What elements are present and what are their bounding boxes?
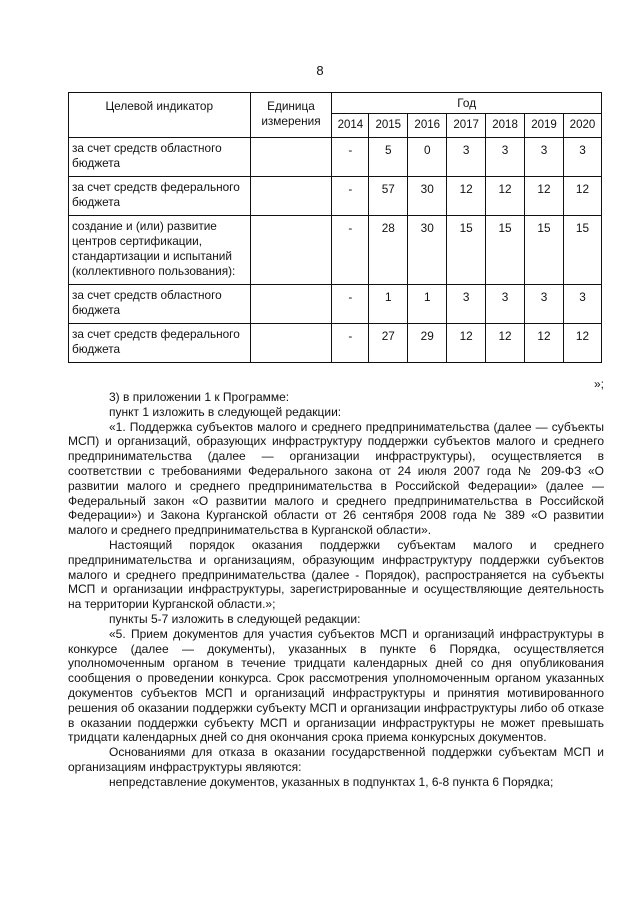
- table-row: [69, 138, 602, 177]
- cell-2014: -: [332, 138, 369, 177]
- header-unit: Единица измерения: [250, 93, 332, 138]
- cell-2020: 3: [563, 138, 601, 177]
- header-year: Год: [332, 93, 602, 114]
- header-year-2019: 2019: [525, 114, 564, 138]
- header-year-2020: 2020: [563, 114, 601, 138]
- row-unit: [250, 285, 332, 324]
- row-unit: [250, 138, 332, 177]
- row-unit: [250, 216, 332, 285]
- cell-2020: 12: [563, 177, 601, 216]
- cell-2017: 3: [447, 138, 486, 177]
- cell-2014: -: [332, 177, 369, 216]
- table-row: [69, 285, 602, 324]
- header-indicator: Целевой индикатор: [69, 93, 251, 138]
- table-closing-quote: »;: [594, 377, 605, 391]
- row-unit: [250, 324, 332, 363]
- table-row: [69, 177, 602, 216]
- cell-2020: 3: [563, 285, 601, 324]
- cell-2018: 12: [486, 177, 525, 216]
- paragraph: «1. Поддержка субъектов малого и среднего предпринимательства (далее — субъекты МСП) и организаций, образующих инфраструктуру поддержки субъектов малого и среднего предпринимательства (далее — организации инфраструктуры), осуществляется в соответствии с требованиями Федерального закона от 24 июля 2007 года № 209-ФЗ «О развитии малого и среднего предпринимательства в Российской Федерации» (далее — Федеральный закон «О развитии малого и среднего предпринимательства в Российской Федерации») и Закона Курганской области от 26 сентября 2008 года № 389 «О развитии малого и среднего предпринимательства в Курганской области».: [68, 419, 604, 538]
- cell-2019: 3: [525, 285, 564, 324]
- cell-2018: 3: [486, 285, 525, 324]
- paragraph: 3) в приложении 1 к Программе:: [109, 390, 290, 404]
- table-row: [69, 216, 602, 285]
- cell-2015: 27: [369, 324, 408, 363]
- cell-2014: -: [332, 216, 369, 285]
- cell-2018: 12: [486, 324, 525, 363]
- row-label: за счет средств областного бюджета: [69, 285, 251, 324]
- cell-2017: 3: [447, 285, 486, 324]
- paragraph: пункт 1 изложить в следующей редакции:: [109, 404, 342, 419]
- cell-2017: 12: [447, 177, 486, 216]
- row-label: за счет средств федерального бюджета: [69, 177, 251, 216]
- paragraph: Основаниями для отказа в оказании государственной поддержки субъектам МСП и организациям инфраструктуры являются:: [68, 745, 604, 774]
- cell-2018: 15: [486, 216, 525, 285]
- cell-2015: 1: [369, 285, 408, 324]
- cell-2017: 12: [447, 324, 486, 363]
- row-unit: [250, 177, 332, 216]
- table-row: [69, 324, 602, 363]
- page-number: 8: [316, 63, 324, 78]
- cell-2016: 29: [408, 324, 447, 363]
- cell-2019: 12: [525, 324, 564, 363]
- cell-2015: 5: [369, 138, 408, 177]
- paragraph: «5. Прием документов для участия субъектов МСП и организаций инфраструктуры в конкурсе (далее — документы), указанных в пункте 6 Порядка, осуществляется уполномоченным органом в течение тридцати календарных дней со дня опубликования сообщения о проведении конкурса. Срок рассмотрения уполномоченным органом указанных документов субъектов МСП и организаций инфраструктуры и принятия мотивированного решения об оказании поддержки субъекту МСП и организации инфраструктуры либо об отказе в оказании поддержки субъекту МСП и организации инфраструктуры не может превышать тридцати календарных дней со дня окончания срока приема конкурсных документов.: [68, 626, 604, 745]
- paragraph: Настоящий порядок оказания поддержки субъектам малого и среднего предпринимательства и организациям, образующим инфраструктуру поддержки субъектов малого и среднего предпринимательства (далее - Порядок), распространяется на субъекты МСП и организации инфраструктуры, зарегистрированные и осуществляющие деятельность на территории Курганской области.»;: [68, 537, 604, 612]
- cell-2019: 12: [525, 177, 564, 216]
- header-year-2016: 2016: [408, 114, 447, 138]
- document-body: [68, 390, 604, 790]
- header-year-2014: 2014: [332, 114, 369, 138]
- cell-2016: 1: [408, 285, 447, 324]
- cell-2019: 15: [525, 216, 564, 285]
- row-label: за счет средств областного бюджета: [69, 138, 251, 177]
- cell-2016: 30: [408, 177, 447, 216]
- header-year-2015: 2015: [369, 114, 408, 138]
- cell-2015: 57: [369, 177, 408, 216]
- cell-2020: 15: [563, 216, 601, 285]
- paragraph: пункты 5-7 изложить в следующей редакции:: [109, 611, 361, 626]
- cell-2015: 28: [369, 216, 408, 285]
- cell-2018: 3: [486, 138, 525, 177]
- row-label: за счет средств федерального бюджета: [69, 324, 251, 363]
- indicator-table: [68, 92, 602, 363]
- cell-2017: 15: [447, 216, 486, 285]
- paragraph: непредставление документов, указанных в подпунктах 1, 6-8 пункта 6 Порядка;: [109, 774, 554, 789]
- header-year-2018: 2018: [486, 114, 525, 138]
- header-year-2017: 2017: [447, 114, 486, 138]
- cell-2014: -: [332, 285, 369, 324]
- row-label: создание и (или) развитие центров сертификации, стандартизации и испытаний (коллективного пользования):: [69, 216, 251, 285]
- cell-2020: 12: [563, 324, 601, 363]
- cell-2019: 3: [525, 138, 564, 177]
- cell-2014: -: [332, 324, 369, 363]
- cell-2016: 0: [408, 138, 447, 177]
- cell-2016: 30: [408, 216, 447, 285]
